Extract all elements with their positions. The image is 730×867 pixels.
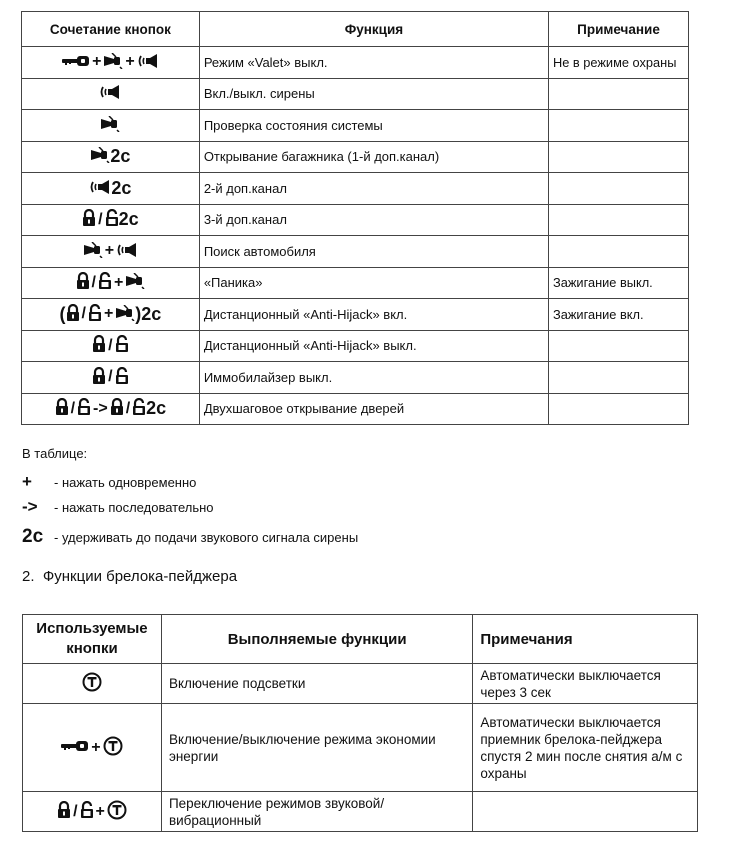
combination-text: 2с (146, 398, 167, 419)
table1-row (22, 299, 689, 331)
lock-open-icon (88, 304, 102, 325)
table1-row (22, 78, 689, 110)
note-cell (549, 141, 689, 173)
horn-icon (100, 116, 120, 135)
function-cell: «Паника» (199, 267, 548, 299)
combination-operator: / (108, 368, 113, 386)
lock-closed-icon (110, 398, 124, 419)
lock-closed-icon (76, 272, 90, 293)
combination-text: )2с (135, 303, 162, 324)
combination-cell (22, 393, 200, 425)
section-title: Функции брелока-пейджера (42, 568, 238, 585)
function-cell: 3-й доп.канал (199, 204, 548, 236)
function-cell: Режим «Valet» выкл. (199, 47, 548, 79)
combination-operator: / (108, 336, 113, 354)
combination-cell (22, 299, 200, 331)
table1-row (22, 110, 689, 142)
combination-text: 2с (111, 177, 132, 198)
table1-row (22, 330, 689, 362)
legend-text: - нажать одновременно (54, 475, 197, 490)
combination-operator: -> (93, 399, 108, 417)
function-cell: Включение подсветки (161, 664, 472, 704)
combination-operator: + (113, 273, 124, 291)
combination-cell (22, 362, 200, 394)
function-cell: Двухшаговое открывание дверей (199, 393, 548, 425)
combination-operator: + (91, 739, 101, 756)
table2-row (23, 792, 698, 832)
t-button-icon (103, 736, 123, 760)
lock-open-icon (80, 801, 94, 823)
buttons-cell (23, 704, 162, 792)
table2-header-row (23, 615, 698, 664)
note-cell: Зажигание выкл. (549, 267, 689, 299)
combination-cell (22, 47, 200, 79)
table1-row (22, 236, 689, 268)
combination-operator: / (125, 399, 131, 417)
legend-symbol-hold: 2с (22, 526, 44, 547)
legend-text: - удерживать до подачи звукового сигнала сирены (54, 530, 359, 545)
legend-symbol-plus: + (22, 472, 32, 491)
t-button-icon (107, 800, 127, 824)
lock-open-icon (115, 367, 129, 388)
combination-operator: + (125, 53, 135, 71)
combination-operator: / (91, 273, 96, 291)
key-icon (62, 54, 90, 71)
note-cell (549, 236, 689, 268)
header-notes: Примечания (473, 615, 698, 664)
combination-operator: + (92, 53, 102, 71)
horn-icon (90, 147, 110, 166)
combination-cell (22, 78, 200, 110)
legend-item (22, 472, 196, 492)
note-cell (473, 792, 698, 832)
note-cell: Автоматически выключается приемник брелока-пейджера спустя 2 мин после снятия а/м с охраны (473, 704, 698, 792)
siren-icon (116, 242, 138, 261)
function-cell: Проверка состояния системы (199, 110, 548, 142)
legend-item (22, 526, 358, 548)
function-cell: Открывание багажника (1-й доп.канал) (199, 141, 548, 173)
table1-row (22, 267, 689, 299)
note-cell: Автоматически выключается через 3 сек (473, 664, 698, 704)
header-note: Примечание (549, 12, 689, 47)
combination-text: 2с (110, 146, 131, 167)
combination-cell (22, 141, 200, 173)
button-combinations-table (21, 11, 689, 425)
function-cell: Дистанционный «Anti-Hijack» выкл. (199, 330, 548, 362)
note-cell: Не в режиме охраны (549, 47, 689, 79)
note-cell (549, 173, 689, 205)
key-icon (61, 739, 89, 757)
table1-header-row (22, 12, 689, 47)
horn-icon (103, 53, 123, 72)
note-cell: Зажигание вкл. (549, 299, 689, 331)
buttons-cell (23, 792, 162, 832)
pager-functions-table (22, 614, 698, 832)
header-functions: Выполняемые функции (161, 615, 472, 664)
function-cell: Дистанционный «Anti-Hijack» вкл. (199, 299, 548, 331)
horn-icon (115, 305, 135, 324)
combination-cell (22, 110, 200, 142)
t-button-icon (82, 672, 102, 696)
header-combination: Сочетание кнопок (22, 12, 200, 47)
note-cell (549, 393, 689, 425)
legend-symbol-arrow: -> (22, 497, 38, 516)
siren-icon (99, 84, 121, 103)
note-cell (549, 204, 689, 236)
combination-cell (22, 204, 200, 236)
table1-row (22, 47, 689, 79)
note-cell (549, 362, 689, 394)
combination-operator: + (104, 242, 115, 260)
combination-cell (22, 330, 200, 362)
function-cell: 2-й доп.канал (199, 173, 548, 205)
combination-operator: + (103, 305, 114, 323)
combination-operator: / (81, 305, 86, 323)
table1-row (22, 173, 689, 205)
lock-open-icon (115, 335, 129, 356)
combination-text: ( (59, 303, 66, 324)
combination-text: 2с (118, 209, 139, 230)
combination-cell (22, 236, 200, 268)
buttons-cell (23, 664, 162, 704)
function-cell: Включение/выключение режима экономии энергии (161, 704, 472, 792)
combination-operator: / (98, 210, 103, 228)
function-cell: Поиск автомобиля (199, 236, 548, 268)
combination-operator: / (73, 803, 78, 820)
lock-closed-icon (55, 398, 69, 419)
lock-open-icon (77, 398, 91, 419)
combination-cell (22, 173, 200, 205)
note-cell (549, 330, 689, 362)
section-heading (22, 568, 237, 585)
table1-row (22, 204, 689, 236)
lock-open-icon (132, 398, 146, 419)
lock-open-icon (98, 272, 112, 293)
combination-cell (22, 267, 200, 299)
header-buttons: Используемые кнопки (23, 615, 162, 664)
siren-icon (137, 53, 159, 72)
combination-operator: / (70, 399, 76, 417)
table1-row (22, 393, 689, 425)
legend-intro: В таблице: (22, 446, 88, 461)
note-cell (549, 110, 689, 142)
section-number: 2. (22, 568, 35, 585)
lock-closed-icon (92, 367, 106, 388)
lock-closed-icon (92, 335, 106, 356)
combination-operator: + (95, 803, 105, 820)
function-cell: Переключение режимов звуковой/вибрационный (161, 792, 472, 832)
lock-closed-icon (82, 209, 96, 230)
legend-text: - нажать последовательно (54, 500, 214, 515)
note-cell (549, 78, 689, 110)
lock-open-icon (105, 209, 119, 230)
horn-icon (125, 273, 145, 292)
lock-closed-icon (66, 304, 80, 325)
lock-closed-icon (57, 801, 71, 823)
function-cell: Иммобилайзер выкл. (199, 362, 548, 394)
siren-icon (89, 179, 111, 198)
legend-item (22, 497, 214, 517)
table2-row (23, 664, 698, 704)
function-cell: Вкл./выкл. сирены (199, 78, 548, 110)
table1-row (22, 141, 689, 173)
horn-icon (83, 242, 103, 261)
table1-row (22, 362, 689, 394)
table2-row (23, 704, 698, 792)
header-function: Функция (199, 12, 548, 47)
